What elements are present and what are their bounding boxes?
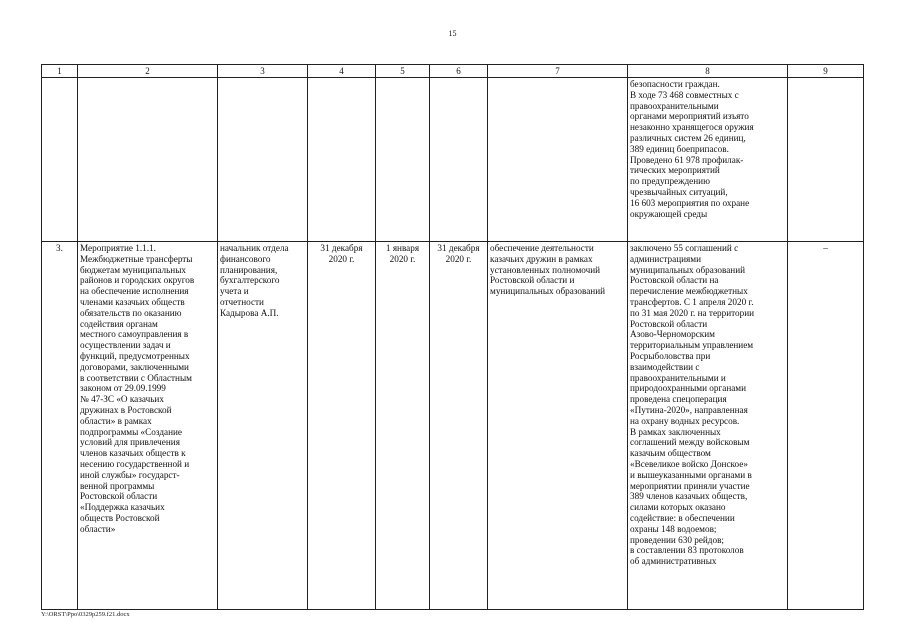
text-line: области»: [80, 523, 116, 534]
notes-cell: –: [788, 242, 864, 610]
text-line: на охрану водных ресурсов.: [630, 415, 740, 426]
text-line: Ростовской области: [630, 318, 708, 329]
text-line: взаимодействии с: [630, 361, 700, 372]
responsible-cell: [218, 242, 308, 610]
text-line: администрациями: [630, 253, 701, 264]
text-line: законом от 29.09.1999: [80, 383, 166, 394]
text-line: подпрограммы «Создание: [80, 426, 183, 437]
text-line: различных систем 26 единиц,: [630, 132, 746, 143]
text-line: Ростовской области на: [630, 275, 719, 286]
column-header: 3: [218, 65, 308, 78]
text-line: по предупреждению: [630, 176, 710, 187]
row-number-cell: 3.: [42, 242, 78, 610]
text-line: 2020 г.: [328, 253, 355, 264]
cell-empty: [376, 78, 430, 242]
text-line: иной службы» государст-: [80, 469, 180, 480]
column-header: 5: [376, 65, 430, 78]
actual-end-date-cell: [430, 242, 488, 610]
text-line: условий для привлечения: [80, 437, 180, 448]
column-header: 2: [78, 65, 218, 78]
text-line: Межбюджетные трансферты: [80, 253, 193, 264]
column-header: 8: [628, 65, 788, 78]
file-path-footer: Y:\ORST\Ppo\0329p259.f21.docx: [41, 611, 130, 618]
text-line: об административных: [630, 556, 717, 567]
text-line: 16 603 мероприятия по охране: [630, 197, 750, 208]
text-line: территориальным управлением: [630, 340, 754, 351]
text-line: соглашений между войсковым: [630, 437, 750, 448]
column-header: 7: [488, 65, 628, 78]
text-line: 1 января: [385, 243, 420, 253]
text-line: Мероприятие 1.1.1.: [80, 243, 156, 253]
text-line: проведена спецоперация: [630, 394, 727, 405]
text-line: членов казачьих обществ к: [80, 448, 186, 459]
text-line: несению государственной и: [80, 458, 190, 469]
text-line: договорами, заключенными: [80, 361, 189, 372]
text-line: Азово-Черноморским: [630, 329, 715, 340]
text-line: установленных полномочий: [490, 264, 601, 275]
text-line: В рамках заключенных: [630, 426, 721, 437]
text-line: по 31 мая 2020 г. на территории: [630, 307, 755, 318]
actual-start-date-cell: [376, 242, 430, 610]
text-line: учета и: [220, 286, 249, 297]
cell-empty: [488, 78, 628, 242]
table-row-continuation: [42, 78, 864, 242]
text-line: начальник отдела: [220, 243, 289, 253]
cell-empty: [218, 78, 308, 242]
text-line: трансфертов. С 1 апреля 2020 г.: [630, 296, 754, 307]
text-line: казачьим обществом: [630, 448, 711, 459]
text-line: проведении 630 рейдов;: [630, 534, 724, 545]
text-line: казачьих дружин в рамках: [490, 253, 593, 264]
planned-result-cell: [488, 242, 628, 610]
text-line: заключено 55 соглашений с: [630, 243, 739, 253]
text-line: бюджетам муниципальных: [80, 264, 186, 275]
text-line: тических мероприятий: [630, 165, 720, 176]
text-line: органами мероприятий изъято: [630, 111, 749, 122]
text-line: бухгалтерского: [220, 275, 280, 286]
text-line: планирования,: [220, 264, 278, 275]
text-line: охраны 148 водоемов;: [630, 523, 717, 534]
text-line: муниципальных образований: [630, 264, 746, 275]
measure-name-cell: [78, 242, 218, 610]
text-line: муниципальных образований: [490, 286, 606, 297]
text-line: дружинах в Ростовской: [80, 404, 172, 415]
text-line: содействия органам: [80, 318, 158, 329]
column-header: 6: [430, 65, 488, 78]
cell-empty: [42, 78, 78, 242]
text-line: «Поддержка казачьих: [80, 502, 165, 513]
planned-end-date-cell: [308, 242, 376, 610]
text-line: отчетности: [220, 296, 264, 307]
text-line: мероприятии приняли участие: [630, 480, 750, 491]
text-line: Росрыболовства при: [630, 350, 711, 361]
text-line: финансового: [220, 253, 271, 264]
page-number: 15: [448, 29, 457, 38]
column-header: 9: [788, 65, 864, 78]
text-line: венной программы: [80, 480, 155, 491]
text-line: силами которых оказано: [630, 502, 726, 513]
text-line: окружающей среды: [630, 208, 708, 219]
text-line: В ходе 73 468 совместных с: [630, 89, 739, 100]
text-line: перечисление межбюджетных: [630, 286, 748, 297]
text-line: 31 декабря: [320, 243, 363, 253]
text-line: «Всевеликое войско Донское»: [630, 458, 748, 469]
text-line: 31 декабря: [437, 243, 480, 253]
text-line: Проведено 61 978 профилак-: [630, 154, 744, 165]
text-line: незаконно хранящегося оружия: [630, 122, 754, 133]
cell-empty: [78, 78, 218, 242]
actual-result-cell: [628, 242, 788, 610]
column-header: 4: [308, 65, 376, 78]
text-line: обязательств по оказанию: [80, 307, 182, 318]
text-line: на обеспечение исполнения: [80, 286, 189, 297]
text-line: области» в рамках: [80, 415, 152, 426]
text-line: обществ Ростовской: [80, 512, 160, 523]
text-line: 2020 г.: [445, 253, 472, 264]
column-number-row: [42, 65, 864, 78]
results-cell-continued: [628, 78, 788, 242]
text-line: в соответствии с Областным: [80, 372, 192, 383]
text-line: правоохранительными: [630, 100, 719, 111]
text-line: безопасности граждан.: [630, 79, 720, 89]
text-line: Кадырова А.П.: [220, 307, 279, 318]
cell-empty: [788, 78, 864, 242]
report-table: [41, 64, 864, 610]
text-line: природоохранными органами: [630, 383, 747, 394]
cell-empty: [430, 78, 488, 242]
text-line: местного самоуправления в: [80, 329, 189, 340]
cell-empty: [308, 78, 376, 242]
text-line: обеспечение деятельности: [490, 243, 594, 253]
text-line: 389 членов казачьих обществ,: [630, 491, 748, 502]
table-row-3: [42, 242, 864, 610]
text-line: Ростовской области и: [490, 275, 575, 286]
text-line: содействие: в обеспечении: [630, 512, 735, 523]
column-header: 1: [42, 65, 78, 78]
text-line: в составлении 83 протоколов: [630, 545, 744, 556]
text-line: № 47-ЗС «О казачьих: [80, 394, 164, 405]
text-line: осуществлении задач и: [80, 340, 171, 351]
text-line: членами казачьих обществ: [80, 296, 185, 307]
text-line: «Путина-2020», направленная: [630, 404, 748, 415]
text-line: 389 единиц боеприпасов.: [630, 143, 729, 154]
text-line: районов и городских округов: [80, 275, 195, 286]
text-line: чрезвычайных ситуаций,: [630, 186, 728, 197]
text-line: функций, предусмотренных: [80, 350, 190, 361]
text-line: Ростовской области: [80, 491, 158, 502]
text-line: 2020 г.: [389, 253, 416, 264]
text-line: и вышеуказанными органами в: [630, 469, 752, 480]
text-line: правоохранительными и: [630, 372, 726, 383]
